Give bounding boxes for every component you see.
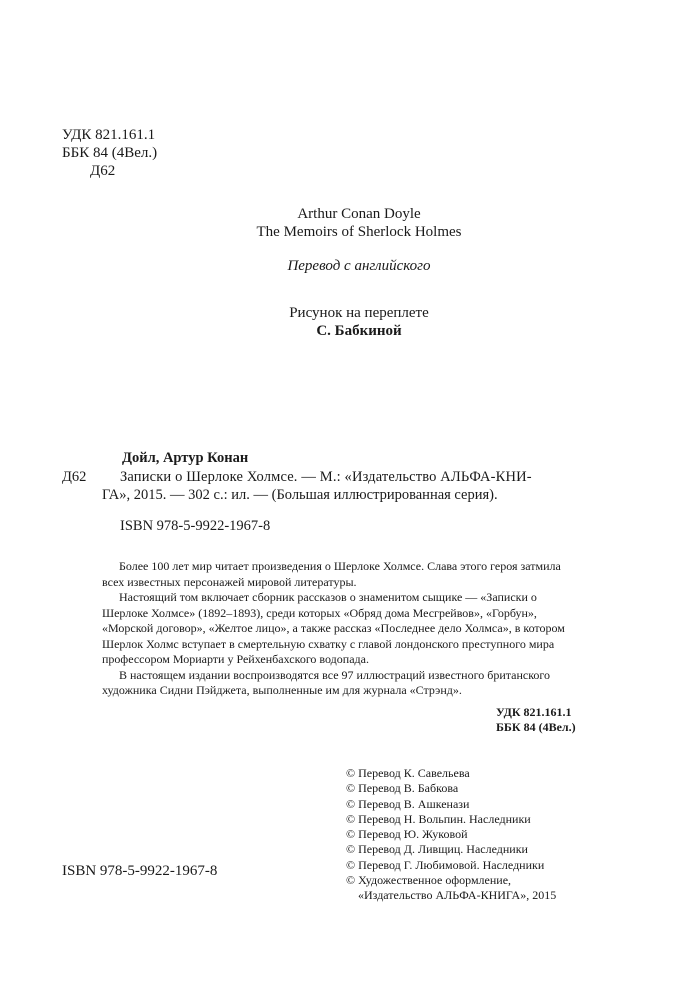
original-title-block — [0, 205, 693, 275]
annotation-line: профессором Мориарти у Рейхенбахского водопада. — [102, 652, 369, 666]
copyright-line: © Перевод Д. Ливщиц. Наследники — [346, 842, 528, 857]
annotation-line: Шерлок Холмс вступает в смертельную схватку с главой лондонского преступного мира — [102, 636, 555, 651]
author-mark: Д62 — [90, 163, 116, 179]
bbk-code-bold: ББК 84 (4Вел.) — [496, 720, 576, 734]
classification-code: Д62 — [62, 469, 87, 485]
translation-note: Перевод с английского — [287, 258, 431, 274]
annotation-line: всех известных персонажей мировой литературы. — [102, 574, 357, 589]
original-title: The Memoirs of Sherlock Holmes — [256, 224, 462, 240]
copyright-line: © Перевод Ю. Жуковой — [346, 827, 468, 842]
isbn-bottom: ISBN 978-5-9922-1967-8 — [62, 863, 218, 879]
illustration-caption: Рисунок на переплете — [289, 305, 429, 321]
udk-code: УДК 821.161.1 — [62, 127, 156, 143]
bbk-code: ББК 84 (4Вел.) — [62, 145, 158, 161]
record-line-1: Записки о Шерлоке Холмсе. — М.: «Издательство АЛЬФА-КНИ- — [120, 469, 532, 485]
copyright-line: © Перевод В. Бабкова — [346, 781, 459, 796]
original-author: Arthur Conan Doyle — [297, 206, 421, 222]
record-line-2: ГА», 2015. — 302 с.: ил. — (Большая иллюстрированная серия). — [102, 487, 498, 503]
author-heading: Дойл, Артур Конан — [122, 450, 249, 466]
copyright-line: © Перевод В. Ашкенази — [346, 796, 470, 811]
annotation-line: Более 100 лет мир читает произведения о Шерлоке Холмсе. Слава этого героя затмила — [119, 559, 561, 573]
annotation-line: художника Сидни Пэйджета, выполненные им для журнала «Стрэнд». — [102, 683, 462, 697]
udk-code-bold: УДК 821.161.1 — [496, 705, 572, 719]
isbn-record: ISBN 978-5-9922-1967-8 — [120, 518, 271, 534]
annotation-line: «Морской договор», «Желтое лицо», а также рассказ «Последнее дело Холмса», в котором — [102, 621, 565, 635]
copyright-line: © Перевод К. Савельева — [346, 766, 470, 780]
annotation-line: В настоящем издании воспроизводятся все 97 иллюстраций известного британского — [119, 667, 551, 682]
annotation-line: Настоящий том включает сборник рассказов о знаменитом сыщике — «Записки о — [119, 590, 537, 604]
copyright-line: © Перевод Г. Любимовой. Наследники — [346, 857, 545, 872]
copyright-line: © Перевод Н. Вольпин. Наследники — [346, 811, 531, 826]
annotation — [102, 559, 592, 699]
copyright-line: «Издательство АЛЬФА-КНИГА», 2015 — [358, 888, 557, 903]
copyright-line: © Художественное оформление, — [346, 873, 512, 888]
illustration-artist: С. Бабкиной — [316, 323, 402, 339]
illustration-credit — [0, 304, 693, 340]
copyright-list — [346, 766, 646, 904]
annotation-line: Шерлоке Холмсе» (1892–1893), среди которых «Обряд дома Месгрейвов», «Горбун», — [102, 605, 537, 620]
